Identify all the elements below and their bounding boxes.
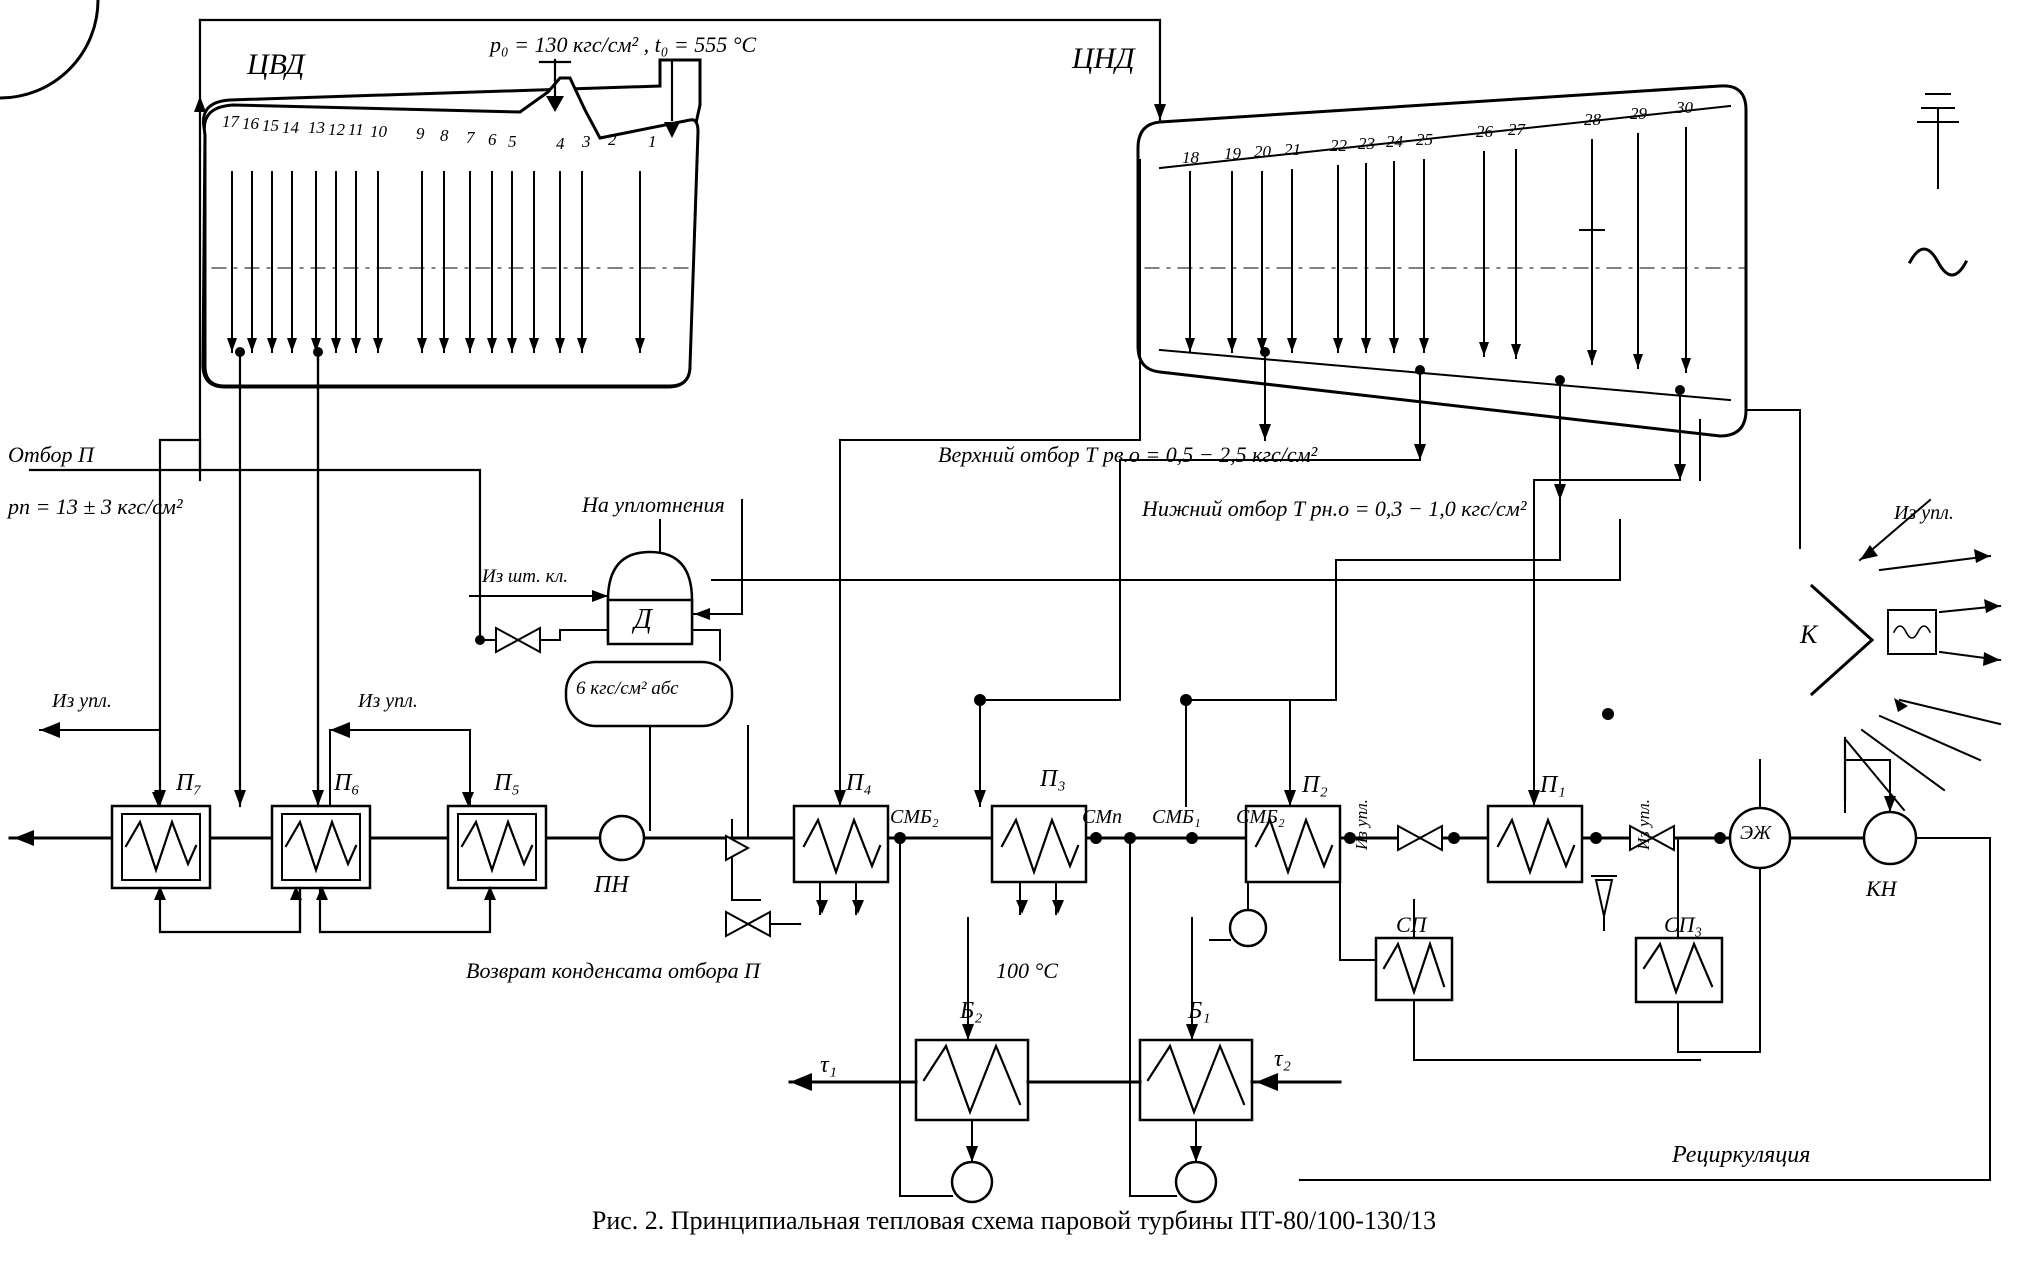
hp-stage-17: 17	[222, 112, 239, 131]
hp-stage-16: 16	[242, 114, 259, 133]
hp-stage-12: 12	[328, 120, 345, 139]
condenser-label: К	[1800, 620, 1818, 649]
recirculation-label: Рециркуляция	[1672, 1142, 1811, 1168]
lp-stage-28: 28	[1584, 110, 1601, 129]
boiler-2-label: Б₂	[960, 998, 983, 1024]
mixer-b1-label: СМБ₁	[1152, 806, 1201, 828]
lp-stage-18: 18	[1182, 148, 1199, 167]
hp-stage-13: 13	[308, 118, 325, 137]
heater-4-label: П₄	[846, 770, 872, 796]
from-seals-vertical-2: Из упл.	[1634, 799, 1653, 850]
feed-pump-label: ПН	[594, 872, 629, 898]
hp-stage-5: 5	[508, 132, 517, 151]
tau2-label: τ₂	[1274, 1046, 1291, 1072]
figure-caption: Рис. 2. Принципиальная тепловая схема паровой турбины ПТ-80/100-130/13	[591, 1206, 1437, 1235]
heater-3-label: П₃	[1040, 766, 1066, 792]
heater-1-label: П₁	[1540, 772, 1566, 798]
lp-stage-27: 27	[1508, 120, 1525, 139]
deaerator-label: Д	[634, 604, 652, 635]
lp-stage-26: 26	[1476, 122, 1493, 141]
hp-stage-11: 11	[348, 120, 364, 139]
sp-label: СП	[1396, 912, 1427, 937]
upper-t-extraction-label: Верхний отбор Т pв.о = 0,5 − 2,5 кгс/см²	[938, 442, 1318, 467]
mixer-p-label: СМп	[1082, 806, 1122, 828]
hp-stage-7: 7	[466, 128, 475, 147]
condensate-pump-label: КН	[1866, 876, 1897, 901]
from-seals-vertical-1: Из упл.	[1352, 799, 1371, 850]
hp-stage-14: 14	[282, 118, 299, 137]
from-seals-left-1: Из упл.	[52, 690, 112, 712]
hp-cylinder-label: ЦВД	[247, 48, 305, 81]
lp-stage-29: 29	[1630, 104, 1647, 123]
from-seals-left-2: Из упл.	[358, 690, 418, 712]
heater-7-label: П₇	[176, 770, 202, 796]
lp-cylinder-label: ЦНД	[1072, 42, 1135, 75]
lp-stage-24: 24	[1386, 132, 1403, 151]
heater-2-label: П₂	[1302, 772, 1328, 798]
lp-stage-25: 25	[1416, 130, 1433, 149]
lp-stage-20: 20	[1254, 142, 1271, 161]
heater-5-label: П₅	[494, 770, 520, 796]
hp-stage-4: 4	[556, 134, 565, 153]
hp-stage-9: 9	[416, 124, 425, 143]
boiler-1-label: Б₁	[1188, 998, 1211, 1024]
lp-stage-19: 19	[1224, 144, 1241, 163]
hp-stage-10: 10	[370, 122, 387, 141]
ejector-label: ЭЖ	[1740, 822, 1772, 844]
hp-stage-1: 1	[648, 132, 657, 151]
tau1-label: τ₁	[820, 1052, 837, 1078]
lp-stage-23: 23	[1358, 134, 1375, 153]
from-seals-right: Из упл.	[1894, 502, 1954, 524]
deaerator-pressure-label: 6 кгс/см² абс	[576, 678, 679, 699]
hp-stage-6: 6	[488, 130, 497, 149]
hp-stage-2: 2	[608, 130, 617, 149]
to-seals-label: На уплотнения	[582, 492, 725, 517]
from-stuffing-box-label: Из шт. кл.	[482, 566, 568, 587]
condensate-return-label: Возврат конденсата отбора П	[466, 958, 761, 983]
temp-100-label: 100 °С	[996, 958, 1058, 983]
lp-stage-21: 21	[1284, 140, 1301, 159]
heater-6-label: П₆	[334, 770, 360, 796]
sp3-label: СП₃	[1664, 912, 1703, 937]
hp-stage-3: 3	[582, 132, 591, 151]
lp-stage-22: 22	[1330, 136, 1347, 155]
lp-stage-30: 30	[1676, 98, 1693, 117]
mixer-b2-label: СМБ₂	[890, 806, 939, 828]
mixer-b2b-label: СМБ₂	[1236, 806, 1285, 828]
hp-stage-15: 15	[262, 116, 279, 135]
lower-t-extraction-label: Нижний отбор Т pн.о = 0,3 − 1,0 кгс/см²	[1142, 496, 1527, 521]
hp-stage-8: 8	[440, 126, 449, 145]
extraction-p-params: pп = 13 ± 3 кгс/см²	[8, 494, 183, 519]
live-steam-params: p₀ = 130 кгс/см² , t₀ = 555 °С	[490, 32, 757, 57]
extraction-p-label: Отбор П	[8, 442, 94, 467]
